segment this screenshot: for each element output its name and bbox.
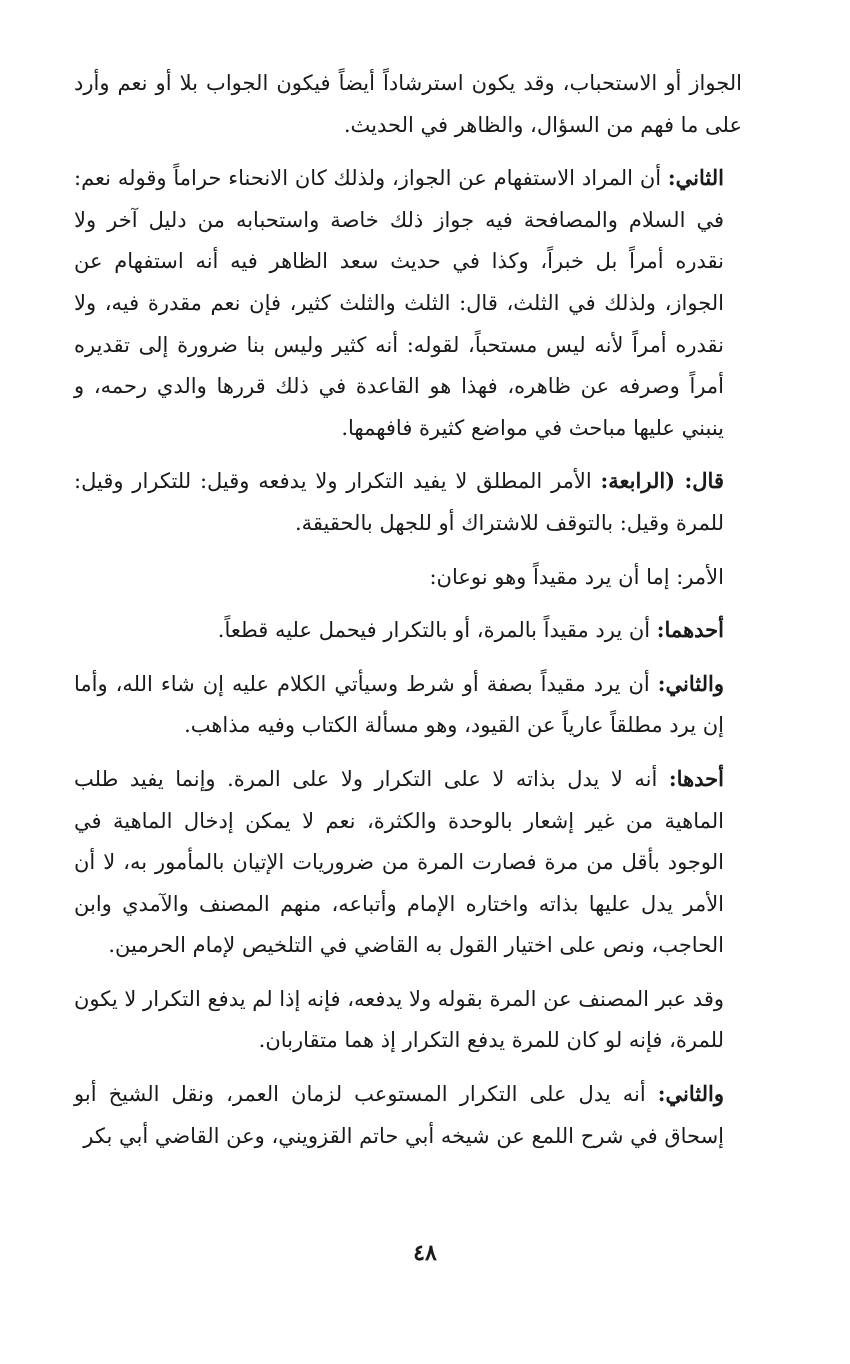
paragraph-7 [74, 758, 742, 967]
paragraph-5 [74, 609, 742, 652]
paragraph-2-text: أن المراد الاستفهام عن الجواز، ولذلك كان الانحناء حراماً وقوله نعم: في السلام والمصافحة فيه جواز ذلك خاصة واستحبابه من دليل آخر ولا نقدره أمراً بل خبراً، وكذا في حديث سعد الظاهر فيه أنه استفهام عن الجواز، ولذلك في الثلث، قال: الثلث والثلث كثير، فإن نعم مقدرة فيه، ولا نقدره أمراً لأنه ليس مستحباً، لقوله: أنه كثير وليس بنا ضرورة إلى تقديره أمراً وصرفه عن ظاهره، فهذا هو القاعدة في ذلك قررها والدي رحمه، و ينبني عليها مباحث في مواضع كثيرة فافهمها. [74, 166, 724, 440]
paragraph-3 [74, 460, 742, 544]
paragraph-4 [74, 556, 742, 599]
paragraph-8 [74, 978, 742, 1062]
paragraph-1 [74, 62, 742, 146]
paragraph-2-lead: الثاني: [667, 165, 724, 191]
paragraph-9-lead: والثاني: [657, 1081, 724, 1107]
page-body [74, 62, 742, 1157]
paragraph-2 [74, 157, 742, 449]
paragraph-3-lead: قال: (الرابعة: [600, 468, 724, 494]
paragraph-7-lead: أحدها: [668, 765, 724, 791]
paragraph-7-text: أنه لا يدل بذاته لا على التكرار ولا على المرة. وإنما يفيد طلب الماهية من غير إشعار بالوحدة والكثرة، نعم لا يمكن إدخال الماهية في الوجود بأقل من مرة فصارت المرة من ضروريات الإتيان بالمأمور به، لا أن الأمر يدل عليها بذاته واختاره الإمام وأتباعه، منهم المصنف والآمدي وابن الحاجب، ونص على اختيار القول به القاضي في التلخيص لإمام الحرمين. [74, 766, 724, 958]
paragraph-3-text: الأمر المطلق لا يفيد التكرار ولا يدفعه وقيل: للتكرار وقيل: للمرة وقيل: بالتوقف للاشتراك أو للجهل بالحقيقة. [74, 469, 724, 535]
paragraph-9-text: أنه يدل على التكرار المستوعب لزمان العمر، ونقل الشيخ أبو إسحاق في شرح اللمع عن شيخه أبي حاتم القزويني، وعن القاضي أبي بكر [74, 1082, 724, 1148]
page-number: ٤٨ [413, 1240, 437, 1266]
paragraph-6-text: أن يرد مقيداً بصفة أو شرط وسيأتي الكلام عليه إن شاء الله، وأما إن يرد مطلقاً عارياً عن القيود، وهو مسألة الكتاب وفيه مذاهب. [74, 671, 724, 738]
paragraph-5-lead: أحدهما: [656, 617, 724, 643]
paragraph-9 [74, 1073, 742, 1157]
paragraph-6-lead: والثاني: [657, 670, 724, 696]
paragraph-6 [74, 663, 742, 747]
paragraph-8-text: وقد عبر المصنف عن المرة بقوله ولا يدفعه، فإنه إذا لم يدفع التكرار لا يكون للمرة، فإنه لو كان للمرة يدفع التكرار إذ هما متقاربان. [74, 986, 724, 1053]
paragraph-5-text: أن يرد مقيداً بالمرة، أو بالتكرار فيحمل عليه قطعاً. [217, 618, 651, 643]
paragraph-4-text: الأمر: إما أن يرد مقيداً وهو نوعان: [429, 564, 724, 589]
paragraph-1-text: الجواز أو الاستحباب، وقد يكون استرشاداً أيضاً فيكون الجواب بلا أو نعم وأرد على ما فهم من السؤال، والظاهر في الحديث. [74, 71, 742, 137]
